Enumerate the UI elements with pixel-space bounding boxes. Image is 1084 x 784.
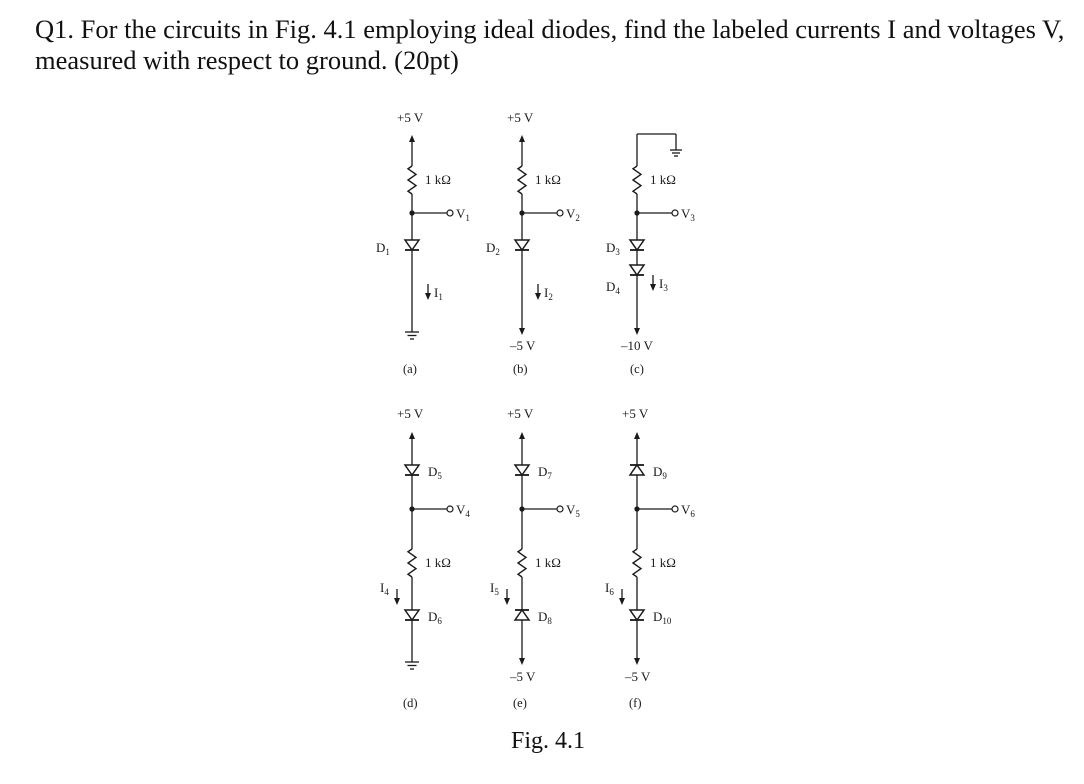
bottom-supply-label: –5 V xyxy=(510,669,536,684)
node-voltage-label: $V_6$ xyxy=(681,502,695,519)
diode-label: $D_4$ xyxy=(606,279,620,296)
current-label: $I_3$ xyxy=(659,276,668,293)
diode-label: $D_1$ xyxy=(376,240,390,257)
circuit-caption: (b) xyxy=(513,362,528,376)
top-supply-label: +5 V xyxy=(397,406,424,421)
figure-caption: Fig. 4.1 xyxy=(511,728,586,754)
diode-icon xyxy=(405,610,419,620)
circuit-caption: (f) xyxy=(629,696,642,710)
top-supply-label: +5 V xyxy=(507,406,534,421)
node-voltage-label: $V_1$ xyxy=(456,206,470,223)
diode-icon xyxy=(405,240,419,250)
resistor-label: 1 kΩ xyxy=(535,172,561,187)
node-voltage-label: $V_5$ xyxy=(566,502,580,519)
current-label: $I_6$ xyxy=(605,580,614,597)
diode-label: $D_{10}$ xyxy=(653,609,672,626)
diode-label: $D_7$ xyxy=(538,464,552,481)
ground-icon xyxy=(405,662,419,669)
current-label: $I_4$ xyxy=(380,580,389,597)
resistor-label: 1 kΩ xyxy=(535,555,561,570)
ground-icon xyxy=(670,150,682,156)
supply-arrow-icon xyxy=(634,658,640,665)
current-arrow-icon xyxy=(619,589,625,605)
current-arrow-icon xyxy=(394,589,400,605)
output-terminal-icon xyxy=(447,210,453,216)
resistor-label: 1 kΩ xyxy=(425,172,451,187)
resistor-label: 1 kΩ xyxy=(650,555,676,570)
output-terminal-icon xyxy=(672,506,678,512)
resistor-icon xyxy=(408,166,416,194)
current-arrow-icon xyxy=(504,589,510,605)
diode-icon xyxy=(405,465,419,475)
supply-arrow-icon xyxy=(519,328,525,335)
diode-icon xyxy=(515,240,529,250)
resistor-icon xyxy=(633,166,641,194)
current-label: $I_1$ xyxy=(434,285,443,302)
diode-icon xyxy=(630,265,644,275)
resistor-icon xyxy=(408,549,416,577)
circuit-e xyxy=(490,406,580,710)
circuit-caption: (d) xyxy=(403,696,418,710)
supply-arrow-icon xyxy=(634,328,640,335)
node-voltage-label: $V_2$ xyxy=(566,206,580,223)
resistor-icon xyxy=(518,166,526,194)
circuit-caption: (e) xyxy=(513,696,527,710)
diode-icon xyxy=(515,610,529,620)
supply-arrow-icon xyxy=(519,658,525,665)
circuit-caption: (a) xyxy=(403,362,417,376)
top-supply-label: +5 V xyxy=(397,110,424,125)
current-arrow-icon xyxy=(425,284,431,300)
circuit-f xyxy=(605,406,695,710)
diode-label: $D_3$ xyxy=(606,240,620,257)
top-supply-label: +5 V xyxy=(507,110,534,125)
current-label: $I_5$ xyxy=(490,580,499,597)
resistor-icon xyxy=(518,549,526,577)
diode-label: $D_5$ xyxy=(428,464,442,481)
circuit-caption: (c) xyxy=(630,362,644,376)
node-voltage-label: $V_3$ xyxy=(681,206,695,223)
current-label: $I_2$ xyxy=(544,285,553,302)
bottom-supply-label: –10 V xyxy=(621,338,653,353)
current-arrow-icon xyxy=(650,275,656,291)
node-voltage-label: $V_4$ xyxy=(456,502,470,519)
output-terminal-icon xyxy=(447,506,453,512)
output-terminal-icon xyxy=(557,506,563,512)
bottom-supply-label: –5 V xyxy=(510,338,536,353)
diode-icon xyxy=(630,465,644,475)
circuit-d xyxy=(380,406,470,710)
diode-label: $D_8$ xyxy=(538,609,552,626)
circuit-b xyxy=(486,110,580,376)
diode-label: $D_9$ xyxy=(653,464,667,481)
top-supply-label: +5 V xyxy=(622,406,649,421)
circuit-c xyxy=(606,134,695,376)
circuit-a xyxy=(376,110,470,376)
diode-icon xyxy=(630,610,644,620)
resistor-icon xyxy=(633,549,641,577)
output-terminal-icon xyxy=(557,210,563,216)
ground-icon xyxy=(405,332,419,339)
output-terminal-icon xyxy=(672,210,678,216)
bottom-supply-label: –5 V xyxy=(625,669,651,684)
current-arrow-icon xyxy=(535,284,541,300)
diode-icon xyxy=(630,240,644,250)
question-text: Q1. For the circuits in Fig. 4.1 employing ideal diodes, find the labeled currents I and voltages V, measured with respect to ground. (20pt) xyxy=(35,14,1065,75)
diode-label: $D_6$ xyxy=(428,609,442,626)
resistor-label: 1 kΩ xyxy=(425,555,451,570)
diode-label: $D_2$ xyxy=(486,240,500,257)
resistor-label: 1 kΩ xyxy=(650,172,676,187)
diode-icon xyxy=(515,465,529,475)
